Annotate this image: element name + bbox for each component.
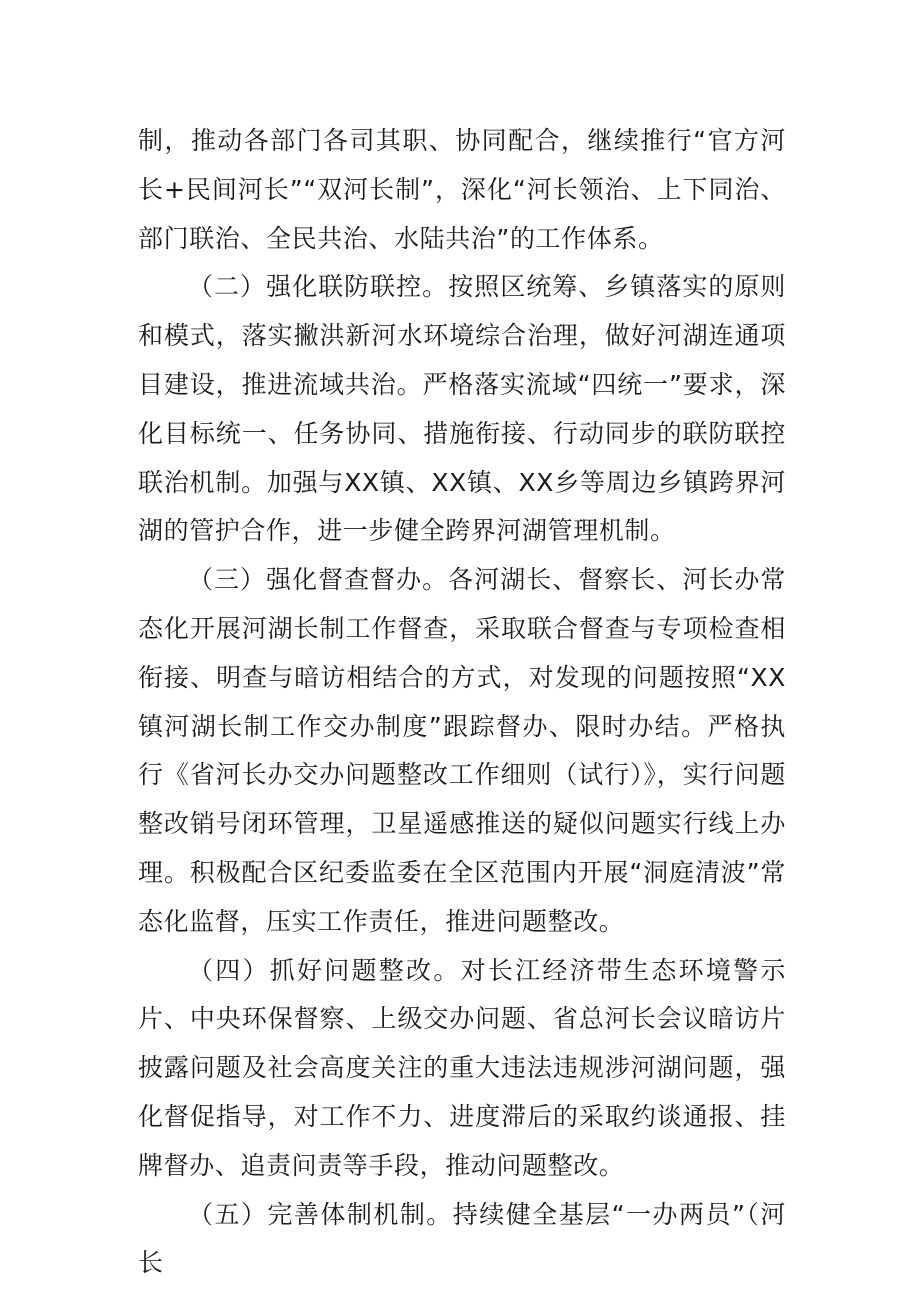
paragraph-continued: 制，推动各部门各司其职、协同配合，继续推行“官方河长+民间河长”“双河长制”，深化“河长领治、上下同治、部门联治、全民共治、水陆共治”的工作体系。 <box>138 126 786 253</box>
paragraph-strengthen-supervision: （三）强化督查督办。各河湖长、督察长、河长办常态化开展河湖长制工作督查，采取联合督查与专项检查相衔接、明查与暗访相结合的方式，对发现的问题按照“XX镇河湖长制工作交办制度”跟踪督办、限时办结。严格执行《省河长办交办问题整改工作细则（试行）》，实行问题整改销号闭环管理，卫星遥感推送的疑似问题实行线上办理。积极配合区纪委监委在全区范围内开展“洞庭清波”常态化监督，压实工作责任，推进问题整改。 <box>138 565 786 936</box>
paragraph-strengthen-joint-control: （二）强化联防联控。按照区统筹、乡镇落实的原则和模式，落实撇洪新河水环境综合治理，做好河湖连通项目建设，推进流域共治。严格落实流域“四统一”要求，深化目标统一、任务协同、措施衔接、行动同步的联防联控联治机制。加强与XX镇、XX镇、XX乡等周边乡镇跨界河湖的管护合作，进一步健全跨界河湖管理机制。 <box>138 272 786 546</box>
paragraph-improve-mechanisms: （五）完善体制机制。持续健全基层“一办两员”（河长 <box>138 1199 786 1278</box>
paragraph-rectification: （四）抓好问题整改。对长江经济带生态环境警示片、中央环保督察、上级交办问题、省总河长会议暗访片披露问题及社会高度关注的重大违法违规涉河湖问题，强化督促指导，对工作不力、进度滞后的采取约谈通报、挂牌督办、追责问责等手段，推动问题整改。 <box>138 955 786 1180</box>
document-body <box>138 117 786 1288</box>
